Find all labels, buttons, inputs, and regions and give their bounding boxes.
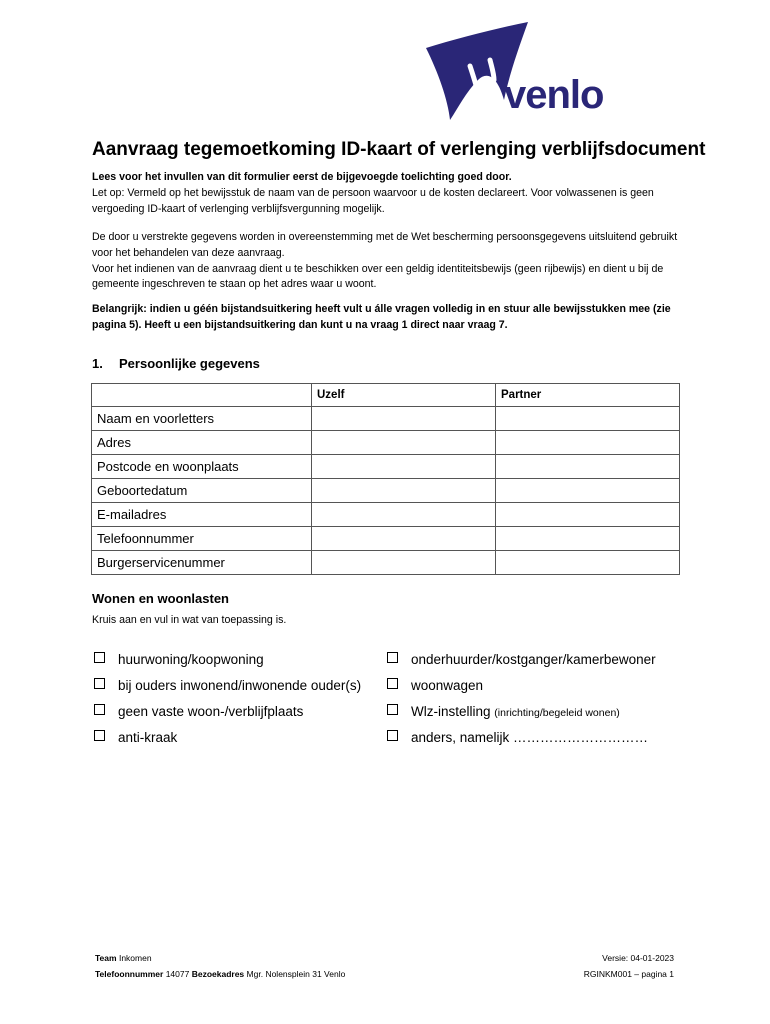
table-row bbox=[92, 527, 680, 551]
checkbox[interactable] bbox=[387, 652, 398, 663]
personal-data-table bbox=[91, 383, 680, 575]
checkbox[interactable] bbox=[94, 704, 105, 715]
footer-phone-label: Telefoonnummer bbox=[95, 969, 164, 979]
footer-phone-value: 14077 bbox=[165, 969, 190, 979]
option-label: bij ouders inwonend/inwonende ouder(s) bbox=[118, 678, 362, 693]
table-row bbox=[92, 479, 680, 503]
uzelf-field[interactable] bbox=[312, 527, 496, 551]
row-label: Geboortedatum bbox=[92, 479, 312, 503]
important-note bbox=[92, 302, 692, 334]
column-header-uzelf: Uzelf bbox=[312, 384, 496, 407]
uzelf-field[interactable] bbox=[312, 551, 496, 575]
checkbox[interactable] bbox=[387, 730, 398, 741]
option-geen-vaste-woonplaats[interactable] bbox=[94, 704, 303, 719]
partner-field[interactable] bbox=[496, 479, 680, 503]
uzelf-field[interactable] bbox=[312, 407, 496, 431]
option-label: anti-kraak bbox=[118, 730, 178, 745]
partner-field[interactable] bbox=[496, 407, 680, 431]
partner-field[interactable] bbox=[496, 503, 680, 527]
row-label: E-mailadres bbox=[92, 503, 312, 527]
option-label: huurwoning/koopwoning bbox=[118, 652, 264, 667]
privacy-text bbox=[92, 230, 692, 293]
section-title: Persoonlijke gegevens bbox=[119, 356, 260, 371]
row-label: Telefoonnummer bbox=[92, 527, 312, 551]
footer-address-label: Bezoekadres bbox=[191, 969, 245, 979]
footer-left bbox=[95, 950, 345, 982]
partner-field[interactable] bbox=[496, 431, 680, 455]
id-requirement: Voor het indienen van de aanvraag dient u te beschikken over een geldig identiteitsbewijs (geen rijbewijs) en dient u bij de gemeente ingeschreven te staan op het adres waar u woont. bbox=[92, 262, 664, 291]
option-anders[interactable] bbox=[387, 730, 648, 745]
table-row bbox=[92, 407, 680, 431]
checkbox[interactable] bbox=[94, 652, 105, 663]
option-label: Wlz-instelling bbox=[411, 704, 491, 719]
option-onderhuurder[interactable] bbox=[387, 652, 656, 667]
important-text: Belangrijk: indien u géén bijstandsuitkering heeft vult u álle vragen volledig in en stuur alle bewijsstukken mee (zie pagina 5). Heeft u een bijstandsuitkering dan kunt u na vraag 1 direct naar vraag 7. bbox=[92, 303, 671, 331]
section-number: 1. bbox=[92, 356, 103, 371]
checkbox[interactable] bbox=[94, 678, 105, 689]
partner-field[interactable] bbox=[496, 455, 680, 479]
column-header-partner: Partner bbox=[496, 384, 680, 407]
footer-team-value: Inkomen bbox=[118, 953, 152, 963]
column-header-empty bbox=[92, 384, 312, 407]
footer-right bbox=[584, 950, 674, 982]
checkbox[interactable] bbox=[387, 704, 398, 715]
intro-text bbox=[92, 170, 692, 217]
option-wlz-instelling[interactable] bbox=[387, 704, 620, 719]
option-inwonend[interactable] bbox=[94, 678, 361, 693]
uzelf-field[interactable] bbox=[312, 431, 496, 455]
row-label: Adres bbox=[92, 431, 312, 455]
wonen-heading: Wonen en woonlasten bbox=[92, 591, 229, 606]
table-row bbox=[92, 431, 680, 455]
option-anti-kraak[interactable] bbox=[94, 730, 177, 745]
table-header-row bbox=[92, 384, 680, 407]
intro-note: Let op: Vermeld op het bewijsstuk de naam van de persoon waarvoor u de kosten declareert. Voor volwassenen is geen vergoeding ID-kaart of verlenging verblijfsvergunning mogelijk. bbox=[92, 186, 654, 215]
wonen-instruction: Kruis aan en vul in wat van toepassing is. bbox=[92, 614, 287, 626]
checkbox[interactable] bbox=[94, 730, 105, 741]
option-label: onderhuurder/kostganger/kamerbewoner bbox=[411, 652, 656, 667]
option-huurwoning[interactable] bbox=[94, 652, 264, 667]
venlo-logo bbox=[418, 20, 608, 125]
option-label: anders, namelijk ………………………… bbox=[411, 730, 649, 745]
uzelf-field[interactable] bbox=[312, 503, 496, 527]
checkbox[interactable] bbox=[387, 678, 398, 689]
table-row bbox=[92, 503, 680, 527]
row-label: Postcode en woonplaats bbox=[92, 455, 312, 479]
option-woonwagen[interactable] bbox=[387, 678, 483, 693]
footer-page: RGINKM001 – pagina 1 bbox=[583, 969, 674, 979]
footer-team-label: Team bbox=[95, 953, 117, 963]
table-row bbox=[92, 551, 680, 575]
partner-field[interactable] bbox=[496, 527, 680, 551]
option-label: geen vaste woon-/verblijfplaats bbox=[118, 704, 304, 719]
uzelf-field[interactable] bbox=[312, 455, 496, 479]
table-row bbox=[92, 455, 680, 479]
row-label: Burgerservicenummer bbox=[92, 551, 312, 575]
option-note: (inrichting/begeleid wonen) bbox=[494, 707, 620, 719]
form-title: Aanvraag tegemoetkoming ID-kaart of verlenging verblijfsdocument bbox=[92, 139, 706, 160]
venlo-logo-text: venlo bbox=[504, 73, 604, 117]
footer-address-value: Mgr. Nolensplein 31 Venlo bbox=[246, 969, 346, 979]
intro-instruction: Lees voor het invullen van dit formulier eerst de bijgevoegde toelichting goed door. bbox=[92, 171, 512, 183]
footer-version: Versie: 04-01-2023 bbox=[602, 953, 674, 963]
partner-field[interactable] bbox=[496, 551, 680, 575]
option-label: woonwagen bbox=[411, 678, 484, 693]
uzelf-field[interactable] bbox=[312, 479, 496, 503]
privacy-statement: De door u verstrekte gegevens worden in overeenstemming met de Wet bescherming persoonsgegevens uitsluitend gebruikt voor het behandelen van deze aanvraag. bbox=[92, 231, 678, 259]
row-label: Naam en voorletters bbox=[92, 407, 312, 431]
